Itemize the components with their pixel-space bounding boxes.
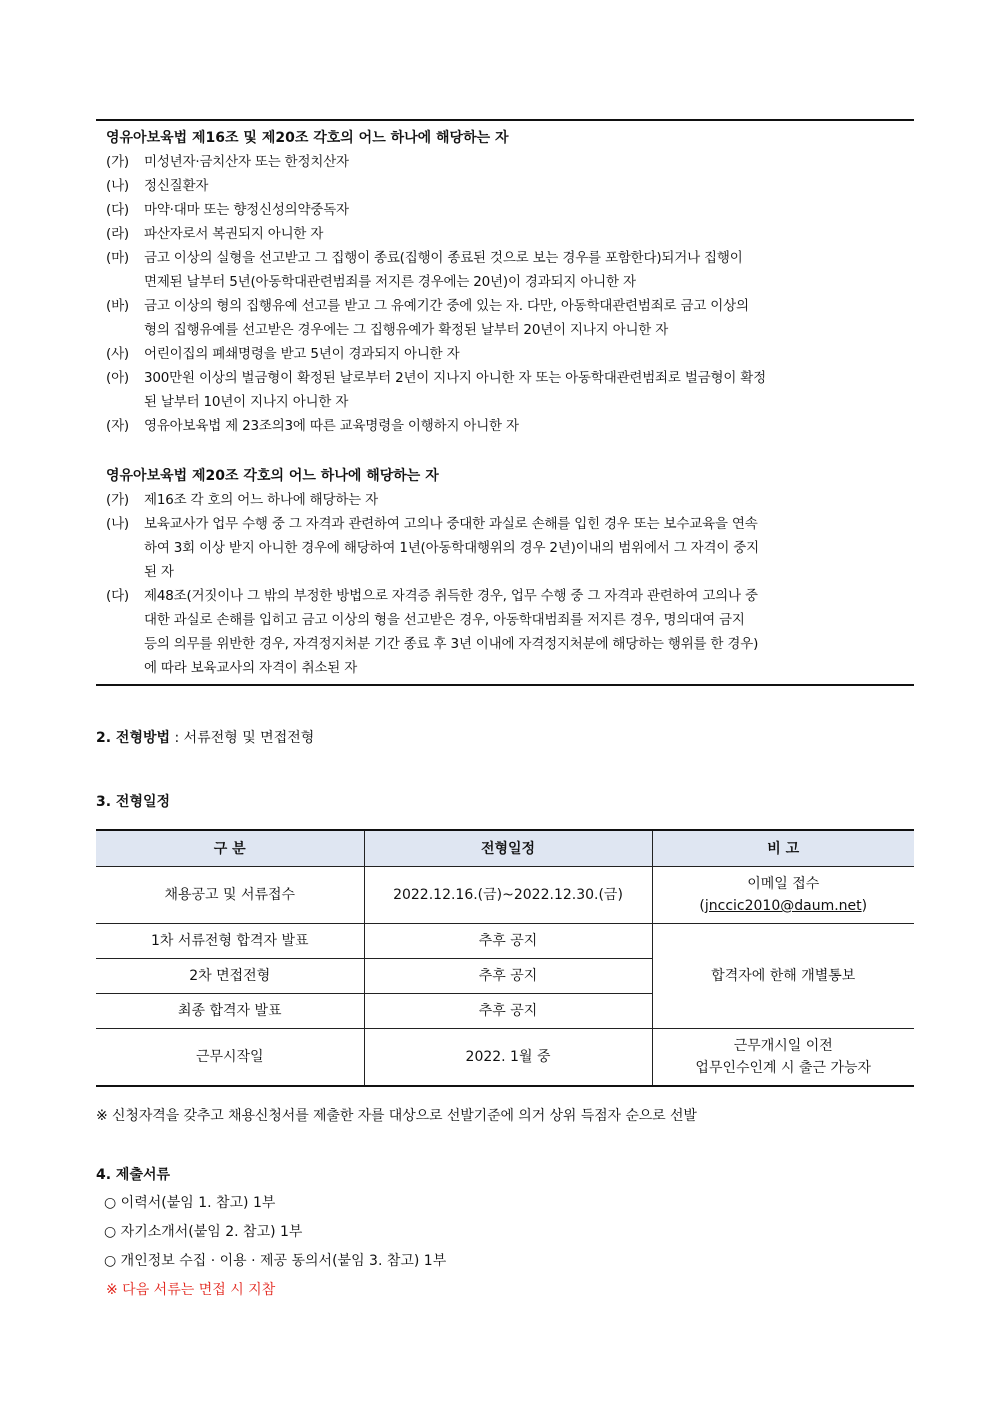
item-list xyxy=(106,150,906,438)
column-header: 전형일정 xyxy=(364,830,652,867)
list-item xyxy=(106,512,906,584)
selection-method-label: 2. 전형방법 xyxy=(96,730,171,746)
item-line: 등의 의무를 위반한 경우, 자격정지처분 기간 종료 후 3년 이내에 자격정지처분에 해당하는 행위를 한 경우) xyxy=(144,636,759,652)
table-cell xyxy=(652,867,914,924)
item-marker: (나) xyxy=(106,516,129,532)
list-item: ○ 이력서(붙임 1. 참고) 1부 xyxy=(104,1195,276,1211)
list-item xyxy=(106,150,906,174)
qualification-section-1 xyxy=(106,126,906,438)
item-line: 영유아보육법 제 23조의3에 따른 교육명령을 이행하지 아니한 자 xyxy=(144,418,519,434)
table-row xyxy=(96,867,914,924)
item-marker: (나) xyxy=(106,178,129,194)
table-cell: 최종 합격자 발표 xyxy=(96,994,364,1029)
item-line: 금고 이상의 형의 집행유예 선고를 받고 그 유예기간 중에 있는 자. 다만, 아동학대관련범죄로 금고 이상의 xyxy=(144,298,749,314)
table-cell: 1차 서류전형 합격자 발표 xyxy=(96,924,364,959)
item-marker: (바) xyxy=(106,298,129,314)
list-item xyxy=(106,414,906,438)
item-line: 된 자 xyxy=(144,564,174,580)
list-item: ○ 자기소개서(붙임 2. 참고) 1부 xyxy=(104,1224,303,1240)
item-line: 제16조 각 호의 어느 하나에 해당하는 자 xyxy=(144,492,378,508)
selection-note: ※ 신청자격을 갖추고 채용신청서를 제출한 자를 대상으로 선발기준에 의거 상위 득점자 순으로 선발 xyxy=(96,1108,697,1124)
table-cell: 2022. 1월 중 xyxy=(364,1029,652,1087)
column-header: 비 고 xyxy=(652,830,914,867)
list-item xyxy=(106,366,906,414)
item-marker: (가) xyxy=(106,154,129,170)
table-cell xyxy=(652,1029,914,1087)
item-list xyxy=(106,488,906,680)
qualification-section-2 xyxy=(106,464,906,680)
list-item xyxy=(106,584,906,680)
note-line: 업무인수인계 시 출근 가능자 xyxy=(695,1060,872,1076)
list-item: ○ 개인정보 수집 · 이용 · 제공 동의서(붙임 3. 참고) 1부 xyxy=(104,1253,447,1269)
item-line: 된 날부터 10년이 지나지 아니한 자 xyxy=(144,394,349,410)
table-cell: 근무시작일 xyxy=(96,1029,364,1087)
note-line: 근무개시일 이전 xyxy=(733,1038,833,1054)
schedule-title: 3. 전형일정 xyxy=(96,794,171,810)
item-line: 어린이집의 폐쇄명령을 받고 5년이 경과되지 아니한 자 xyxy=(144,346,460,362)
item-marker: (사) xyxy=(106,346,129,362)
list-item xyxy=(106,246,906,294)
item-marker: (다) xyxy=(106,588,129,604)
table-cell: 2022.12.16.(금)~2022.12.30.(금) xyxy=(364,867,652,924)
item-marker: (아) xyxy=(106,370,129,386)
email-link[interactable]: jnccic2010@daum.net xyxy=(704,898,862,914)
item-marker: (다) xyxy=(106,202,129,218)
item-line: 대한 과실로 손해를 입히고 금고 이상의 형을 선고받은 경우, 아동학대범죄를 저지른 경우, 명의대여 금지 xyxy=(144,612,745,628)
table-cell: 2차 면접전형 xyxy=(96,959,364,994)
schedule-table xyxy=(96,829,914,1087)
documents-warning: ※ 다음 서류는 면접 시 지참 xyxy=(106,1282,276,1298)
table-cell: 추후 공지 xyxy=(364,924,652,959)
section-title: 영유아보육법 제20조 각호의 어느 하나에 해당하는 자 xyxy=(106,468,439,484)
item-line: 파산자로서 복권되지 아니한 자 xyxy=(144,226,324,242)
selection-method xyxy=(96,727,314,749)
table-row xyxy=(96,1029,914,1087)
table-cell: 추후 공지 xyxy=(364,959,652,994)
item-line: 정신질환자 xyxy=(144,178,209,194)
selection-method-separator: : xyxy=(170,730,184,746)
item-line: 300만원 이상의 벌금형이 확정된 날로부터 2년이 지나지 아니한 자 또는 아동학대관련범죄로 벌금형이 확정 xyxy=(144,370,766,386)
list-item xyxy=(106,488,906,512)
list-item xyxy=(106,174,906,198)
list-item xyxy=(106,342,906,366)
documents-section xyxy=(96,1163,446,1305)
item-line: 제48조(거짓이나 그 밖의 부정한 방법으로 자격증 취득한 경우, 업무 수행 중 그 자격과 관련하여 고의나 중 xyxy=(144,588,758,604)
note-paren-open: ( xyxy=(699,898,705,914)
item-marker: (자) xyxy=(106,418,129,434)
table-cell: 추후 공지 xyxy=(364,994,652,1029)
item-line: 마약·대마 또는 향정신성의약중독자 xyxy=(144,202,349,218)
item-line: 에 따라 보육교사의 자격이 취소된 자 xyxy=(144,660,358,676)
documents-title: 4. 제출서류 xyxy=(96,1167,171,1183)
item-line: 하여 3회 이상 받지 아니한 경우에 해당하여 1년(아동학대행위의 경우 2년)이내의 범위에서 그 자격이 중지 xyxy=(144,540,759,556)
column-header: 구 분 xyxy=(96,830,364,867)
note-line xyxy=(653,895,915,917)
list-item xyxy=(106,222,906,246)
table-cell: 채용공고 및 서류접수 xyxy=(96,867,364,924)
note-line: 이메일 접수 xyxy=(747,876,820,892)
item-line: 금고 이상의 실형을 선고받고 그 집행이 종료(집행이 종료된 것으로 보는 경우를 포함한다)되거나 집행이 xyxy=(144,250,743,266)
table-row xyxy=(96,924,914,959)
qualification-box xyxy=(96,119,914,686)
table-cell: 합격자에 한해 개별통보 xyxy=(652,924,914,1029)
item-line: 미성년자·금치산자 또는 한정치산자 xyxy=(144,154,349,170)
schedule-heading xyxy=(96,791,170,813)
item-marker: (마) xyxy=(106,250,129,266)
note-paren-close: ) xyxy=(861,898,868,914)
item-marker: (가) xyxy=(106,492,129,508)
list-item xyxy=(106,198,906,222)
item-line: 보육교사가 업무 수행 중 그 자격과 관련하여 고의나 중대한 과실로 손해를 입힌 경우 또는 보수교육을 연속 xyxy=(144,516,758,532)
item-line: 면제된 날부터 5년(아동학대관련범죄를 저지른 경우에는 20년)이 경과되지 아니한 자 xyxy=(144,274,636,290)
selection-method-value: 서류전형 및 면접전형 xyxy=(183,730,315,746)
section-title: 영유아보육법 제16조 및 제20조 각호의 어느 하나에 해당하는 자 xyxy=(106,130,509,146)
list-item xyxy=(106,294,906,342)
item-marker: (라) xyxy=(106,226,129,242)
item-line: 형의 집행유예를 선고받은 경우에는 그 집행유예가 확정된 날부터 20년이 지나지 아니한 자 xyxy=(144,322,669,338)
